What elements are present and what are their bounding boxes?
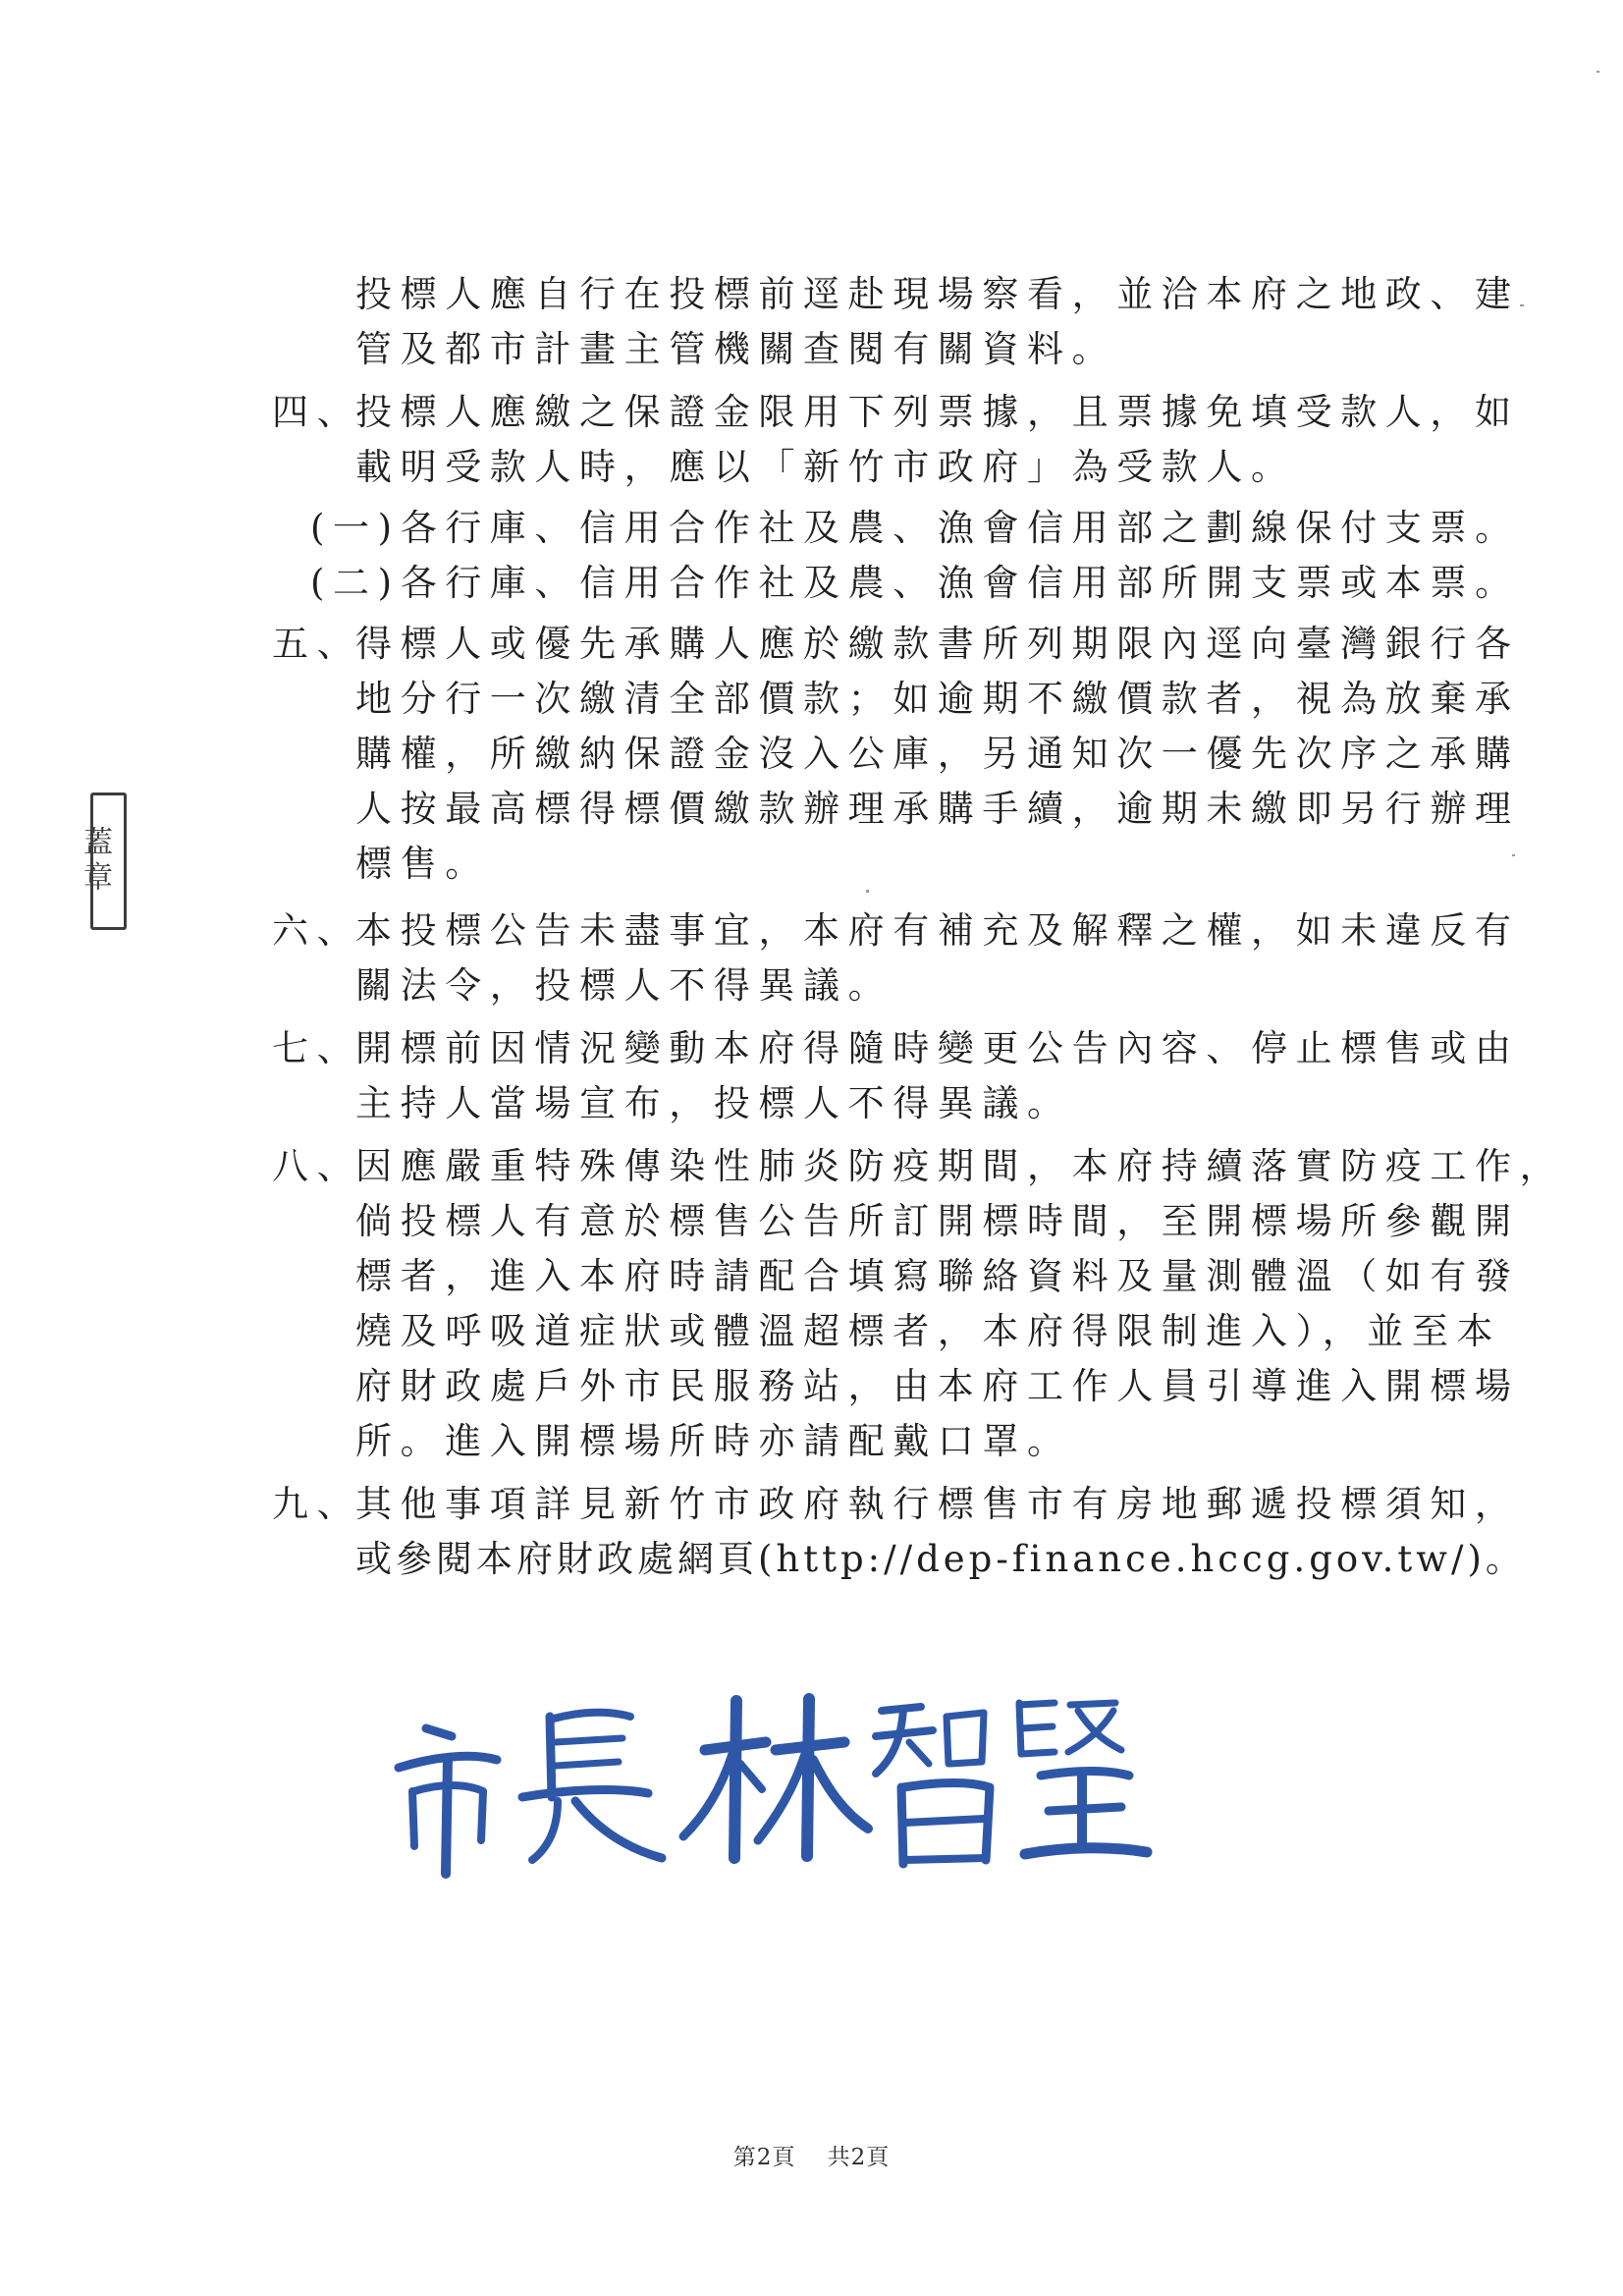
clause-line: 府財政處戶外市民服務站，由本府工作人員引導進入開標場 (355, 1365, 1520, 1407)
clause-line: 載明受款人時，應以「新竹市政府」為受款人。 (355, 446, 1296, 488)
clause-number: 六、 (272, 909, 362, 952)
page-footer (0, 2139, 1623, 2171)
sub-item-2: (二)各行庫、信用合作社及農、漁會信用部所開支票或本票。 (310, 562, 1520, 604)
clause-number: 九、 (272, 1483, 362, 1525)
scan-speck (1596, 71, 1599, 73)
mayor-signature (391, 1681, 1157, 1878)
clause-number: 四、 (272, 391, 362, 433)
clause-line: 燒及呼吸道症狀或體溫超標者，本府得限制進入），並至本 (355, 1310, 1502, 1352)
clause-line: 關法令，投標人不得異議。 (355, 964, 893, 1007)
clause-line: 標者，進入本府時請配合填寫聯絡資料及量測體溫（如有發 (355, 1255, 1520, 1297)
clause-line: 本投標公告未盡事宜，本府有補充及解釋之權，如未違反有 (355, 909, 1520, 952)
clause-line: 主持人當場宣布，投標人不得異議。 (355, 1082, 1072, 1124)
scan-speck (1520, 304, 1524, 306)
scan-speck (866, 890, 869, 893)
clause-line: 得標人或優先承購人應於繳款書所列期限內逕向臺灣銀行各 (355, 623, 1520, 665)
clause-number: 五、 (272, 623, 362, 665)
clause-line: 購權，所繳納保證金沒入公庫，另通知次一優先次序之承購 (355, 733, 1520, 775)
clause-line: 或參閱本府財政處網頁(http://dep-finance.hccg.gov.tw/)。 (355, 1538, 1526, 1580)
clause-line: 開標前因情況變動本府得隨時變更公告內容、停止標售或由 (355, 1027, 1520, 1069)
clause-line: 人按最高標得標價繳款辦理承購手續，逾期未繳即另行辦理 (355, 788, 1520, 830)
page-number-current: 第2頁 (732, 2145, 796, 2170)
clause-line: 因應嚴重特殊傳染性肺炎防疫期間，本府持續落實防疫工作， (355, 1145, 1565, 1187)
sub-item-1: (一)各行庫、信用合作社及農、漁會信用部之劃線保付支票。 (310, 507, 1520, 549)
seal-stamp: 蓋章 (90, 793, 127, 930)
clause-line: 投標人應繳之保證金限用下列票據，且票據免填受款人，如 (355, 391, 1520, 433)
intro-line-2: 管及都市計畫主管機關查閱有關資料。 (355, 328, 1117, 370)
intro-line-1: 投標人應自行在投標前逕赴現場察看，並洽本府之地政、建 (355, 273, 1520, 315)
scan-speck (1512, 854, 1515, 856)
clause-line: 所。進入開標場所時亦請配戴口罩。 (355, 1420, 1072, 1462)
clause-line: 地分行一次繳清全部價款；如逾期不繳價款者，視為放棄承 (355, 678, 1520, 720)
page-number-total: 共2頁 (827, 2145, 891, 2170)
clause-line: 標售。 (355, 843, 490, 885)
clause-line: 倘投標人有意於標售公告所訂開標時間，至開標場所參觀開 (355, 1200, 1520, 1242)
clause-line: 其他事項詳見新竹市政府執行標售市有房地郵遞投標須知， (355, 1483, 1520, 1525)
clause-number: 七、 (272, 1027, 362, 1069)
clause-number: 八、 (272, 1145, 362, 1187)
